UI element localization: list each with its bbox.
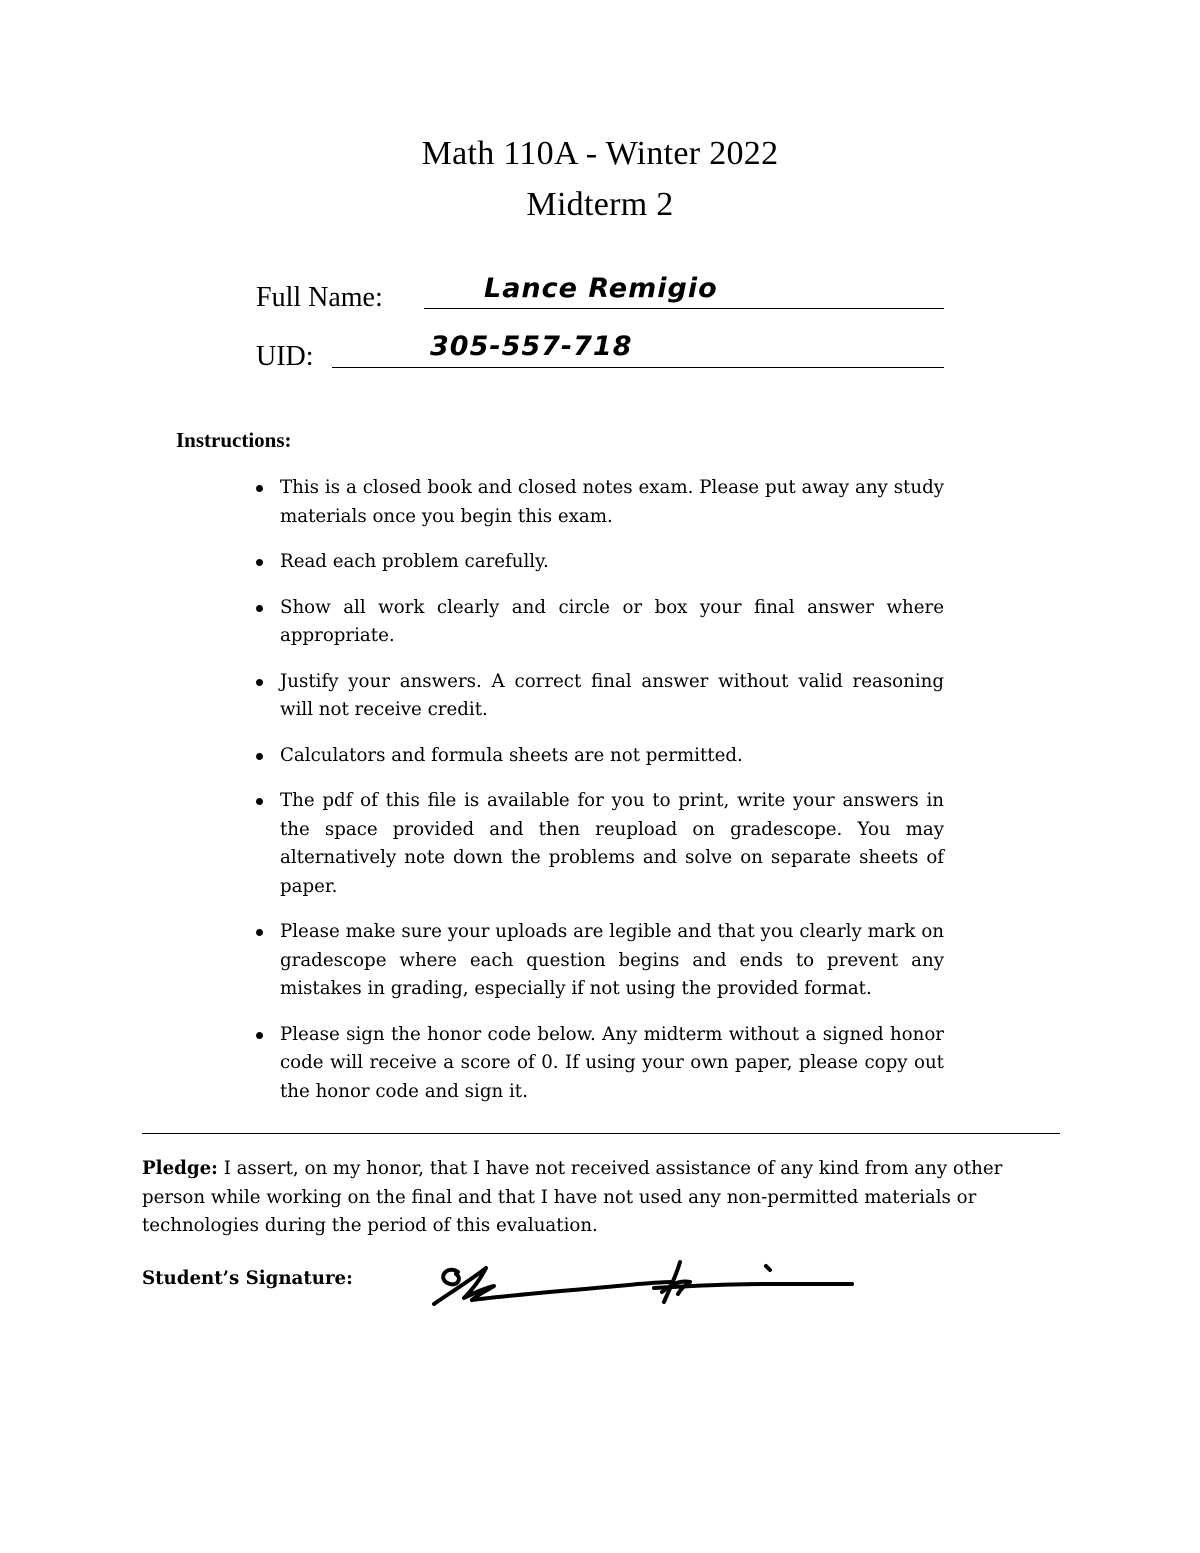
bullet-icon [256, 1032, 263, 1039]
pledge-text: I assert, on my honor, that I have not received assistance of any kind from any other person while working on the final and that I have not used any non-permitted materials or technologies during the period of this evaluation. [142, 1158, 1003, 1236]
bullet-icon [256, 679, 263, 686]
instruction-item: Show all work clearly and circle or box your final answer where appropriate. [254, 594, 944, 651]
bullet-icon [256, 929, 263, 936]
bullet-icon [256, 605, 263, 612]
course-title: Math 110A - Winter 2022 [421, 135, 779, 172]
exam-title: Midterm 2 [526, 186, 674, 223]
instructions-heading: Instructions: [176, 428, 292, 452]
uid-line [332, 367, 944, 368]
instruction-item: This is a closed book and closed notes exam. Please put away any study materials once you begin this exam. [254, 474, 944, 531]
instruction-item: Please make sure your uploads are legible and that you clearly mark on gradescope where each question begins and ends to prevent any mistakes in grading, especially if not using the provided format. [254, 918, 944, 1004]
bullet-icon [256, 753, 263, 760]
handwritten-signature [428, 1258, 858, 1318]
signature-label: Student’s Signature: [142, 1268, 353, 1289]
uid-value: 305-557-718 [430, 331, 633, 362]
pledge-lead: Pledge: [142, 1158, 218, 1179]
full-name-value: Lance Remigio [484, 273, 718, 304]
uid-label: UID: [256, 341, 314, 372]
full-name-label: Full Name: [256, 282, 383, 313]
pledge-paragraph [142, 1155, 1042, 1241]
instruction-item: Calculators and formula sheets are not permitted. [254, 742, 944, 771]
full-name-line [424, 308, 944, 309]
instruction-item: Please sign the honor code below. Any midterm without a signed honor code will receive a score of 0. If using your own paper, please copy out the honor code and sign it. [254, 1021, 944, 1107]
instruction-item: The pdf of this file is available for you to print, write your answers in the space provided and then reupload on gradescope. You may alternatively note down the problems and solve on separate sheets of paper. [254, 787, 944, 901]
bullet-icon [256, 485, 263, 492]
instruction-item: Justify your answers. A correct final answer without valid reasoning will not receive credit. [254, 668, 944, 725]
instructions-list [254, 474, 944, 1123]
section-divider [142, 1133, 1060, 1134]
instruction-item: Read each problem carefully. [254, 548, 944, 577]
bullet-icon [256, 798, 263, 805]
bullet-icon [256, 559, 263, 566]
